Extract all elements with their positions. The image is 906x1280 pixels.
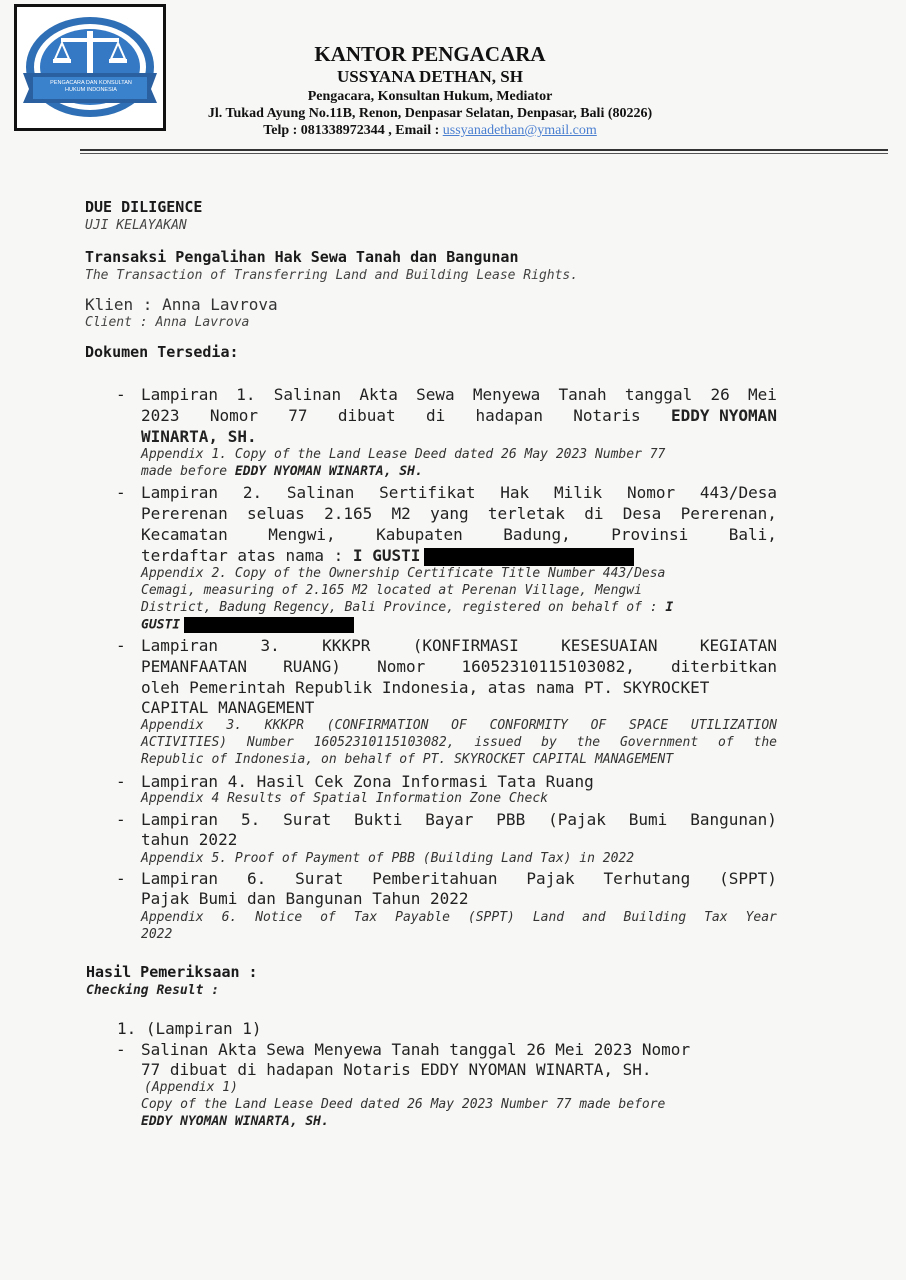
word: 6. xyxy=(221,910,238,925)
word: and xyxy=(582,910,606,925)
item4-line1: Lampiran 4. Hasil Cek Zona Informasi Tata Ruang xyxy=(141,772,594,791)
word: Kabupaten xyxy=(376,525,463,544)
word: Desa xyxy=(622,504,662,523)
word: Terhutang xyxy=(603,869,691,888)
email-link[interactable]: ussyanadethan@ymail.com xyxy=(442,123,597,138)
word: Bali, xyxy=(728,525,777,544)
word: Lampiran xyxy=(141,810,219,829)
word: of xyxy=(320,910,336,925)
word: OF xyxy=(590,718,607,733)
word: Bangunan) xyxy=(690,810,777,829)
word: Nomor xyxy=(209,406,258,425)
result-1-number: 1. (Lampiran 1) xyxy=(117,1019,262,1038)
word: 443/Desa xyxy=(699,483,777,502)
word: (CONFIRMATION xyxy=(326,718,429,733)
item3-en1 xyxy=(141,718,777,733)
word: 3. xyxy=(226,718,243,733)
word: tanggal xyxy=(624,385,693,404)
word: issued xyxy=(474,735,522,750)
results-heading-en: Checking Result : xyxy=(86,983,220,998)
word: Pajak xyxy=(526,869,575,888)
item4-en1: Appendix 4 Results of Spatial Information Zone Check xyxy=(141,791,548,806)
word: OF xyxy=(451,718,467,733)
word: of xyxy=(718,735,734,750)
list-dash: - xyxy=(116,869,126,888)
word: Pemberitahuan xyxy=(372,869,498,888)
word: Salinan xyxy=(286,483,355,502)
lawyer-roles: Pengacara, Konsultan Hukum, Mediator xyxy=(307,89,553,104)
office-address: Jl. Tukad Ayung No.11B, Renon, Denpasar Selatan, Denpasar, Bali (80226) xyxy=(207,106,653,121)
word: Notice xyxy=(255,910,303,925)
word: (SPPT) xyxy=(719,869,777,888)
scales-of-justice-icon xyxy=(17,7,163,128)
header-rule xyxy=(80,149,888,151)
word: di xyxy=(584,504,604,523)
word: Lampiran xyxy=(141,385,219,404)
word: Badung, xyxy=(503,525,571,544)
word: Mengwi, xyxy=(268,525,336,544)
item2-line4: terdaftar atas nama : I GUSTI xyxy=(141,546,634,566)
result-1-en2: EDDY NYOMAN WINARTA, SH. xyxy=(141,1114,329,1129)
word: Menyewa xyxy=(472,385,541,404)
word: Nomor xyxy=(626,483,676,502)
item6-line2: Pajak Bumi dan Bangunan Tahun 2022 xyxy=(141,889,469,908)
word: Pererenan xyxy=(141,504,228,523)
logo-text: PENGACARA DAN KONSULTAN HUKUM INDONESIA xyxy=(50,80,132,93)
redaction-bar xyxy=(184,617,354,633)
word: the xyxy=(576,735,601,750)
word: seluas xyxy=(246,504,305,523)
item2-en3: District, Badung Regency, Bali Province, registered on behalf of : I xyxy=(141,600,674,615)
word: (Pajak xyxy=(548,810,606,829)
results-heading: Hasil Pemeriksaan : xyxy=(86,963,258,981)
word: Building xyxy=(623,910,687,925)
doc-title: DUE DILIGENCE xyxy=(85,198,203,216)
word: Akta xyxy=(359,385,398,404)
word: PBB xyxy=(496,810,526,829)
list-dash: - xyxy=(116,636,126,655)
word: 26 xyxy=(710,385,730,404)
word: Tanah xyxy=(558,385,607,404)
doc-subject-en: The Transaction of Transferring Land and Building Lease Rights. xyxy=(85,268,579,283)
item5-line2: tahun 2022 xyxy=(141,830,238,849)
word: Surat xyxy=(283,810,332,829)
word: (KONFIRMASI xyxy=(412,636,519,655)
word: CONFORMITY xyxy=(489,718,568,733)
word: yang xyxy=(430,504,469,523)
item1-en2: made before EDDY NYOMAN WINARTA, SH. xyxy=(141,464,423,479)
item5-en1: Appendix 5. Proof of Payment of PBB (Building Land Tax) in 2022 xyxy=(141,851,635,866)
word: KESESUAIAN xyxy=(561,636,658,655)
word: Milik xyxy=(553,483,603,502)
word: KEGIATAN xyxy=(699,636,777,655)
item3-en3: Republic of Indonesia, on behalf of PT. SKYROCKET CAPITAL MANAGEMENT xyxy=(141,752,674,767)
item1-notary: EDDY NYOMAN xyxy=(670,406,777,425)
word: Payable xyxy=(395,910,450,925)
word: by xyxy=(541,735,557,750)
word: Appendix xyxy=(141,718,204,733)
list-dash: - xyxy=(116,772,126,791)
doc-title-en: UJI KELAYAKAN xyxy=(85,218,187,233)
item6-en1 xyxy=(141,910,777,925)
item1-en1: Appendix 1. Copy of the Land Lease Deed dated 26 May 2023 Number 77 xyxy=(141,447,666,462)
list-dash: - xyxy=(116,483,126,502)
word: Bukti xyxy=(354,810,403,829)
word: Salinan xyxy=(273,385,342,404)
word: RUANG) xyxy=(283,657,341,676)
office-title: KANTOR PENGACARA xyxy=(314,42,546,66)
list-dash: - xyxy=(116,1040,126,1059)
word: Mei xyxy=(747,385,777,404)
word: Bayar xyxy=(425,810,474,829)
word: Lampiran xyxy=(141,636,219,655)
word: Lampiran xyxy=(141,483,219,502)
item5-line1 xyxy=(141,810,777,829)
word: 2. xyxy=(242,483,263,502)
item3-line2 xyxy=(141,657,777,676)
word: Surat xyxy=(295,869,344,888)
item6-en2: 2022 xyxy=(141,927,173,942)
item1-line1 xyxy=(141,385,777,404)
redaction-bar xyxy=(424,548,634,566)
item1-line3: WINARTA, SH. xyxy=(141,427,257,446)
item3-line3: oleh Pemerintah Republik Indonesia, atas nama PT. SKYROCKET xyxy=(141,678,710,697)
word: PEMANFAATAN xyxy=(141,657,247,676)
word: (SPPT) xyxy=(467,910,515,925)
word: Appendix xyxy=(141,910,204,925)
word: ACTIVITIES) xyxy=(141,735,228,750)
item3-line4: CAPITAL MANAGEMENT xyxy=(141,698,315,717)
lawyer-name: USSYANA DETHAN, SH xyxy=(337,67,523,86)
word: Government xyxy=(619,735,699,750)
word: di xyxy=(425,406,446,425)
word: Year xyxy=(745,910,777,925)
word: Pererenan, xyxy=(680,504,777,523)
item2-line3 xyxy=(141,525,777,544)
word: Lampiran xyxy=(141,869,219,888)
word: Tax xyxy=(353,910,378,925)
word: Number xyxy=(246,735,294,750)
word: diterbitkan xyxy=(671,657,777,676)
item2-en4: GUSTI xyxy=(141,617,354,633)
word: Kecamatan xyxy=(141,525,228,544)
phone-text: Telp : 081338972344 , Email : xyxy=(263,123,443,138)
word: KKKPR xyxy=(264,718,304,733)
word: 3. xyxy=(260,636,280,655)
word: 2023 xyxy=(141,406,180,425)
documents-heading: Dokumen Tersedia: xyxy=(85,343,239,361)
word: 77 xyxy=(288,406,308,425)
item1-line2 xyxy=(141,406,777,425)
word: the xyxy=(753,735,777,750)
word: 5. xyxy=(240,810,261,829)
client-line: Klien : Anna Lavrova xyxy=(85,295,278,314)
result-1-en0: (Appendix 1) xyxy=(144,1080,238,1095)
word: Hak xyxy=(500,483,530,502)
result-1-en1: Copy of the Land Lease Deed dated 26 May 2023 Number 77 made before xyxy=(141,1097,666,1112)
doc-subject: Transaksi Pengalihan Hak Sewa Tanah dan Bangunan xyxy=(85,248,519,266)
word: UTILIZATION xyxy=(690,718,777,733)
word: 16052310115103082, xyxy=(313,735,455,750)
item3-line1 xyxy=(141,636,777,655)
contact-line xyxy=(170,123,690,139)
word: 16052310115103082, xyxy=(461,657,635,676)
item2-line2 xyxy=(141,504,777,523)
word: Notaris xyxy=(573,406,641,425)
item6-line1 xyxy=(141,869,777,888)
word: Provinsi xyxy=(611,525,689,544)
item2-line1 xyxy=(141,483,777,502)
word: Sertifikat xyxy=(379,483,476,502)
word: M2 xyxy=(391,504,411,523)
item2-en1: Appendix 2. Copy of the Ownership Certificate Title Number 443/Desa xyxy=(141,566,666,581)
word: hadapan xyxy=(475,406,543,425)
result-1-line2: 77 dibuat di hadapan Notaris EDDY NYOMAN WINARTA, SH. xyxy=(141,1060,652,1079)
word: KKKPR xyxy=(322,636,371,655)
word: Land xyxy=(532,910,565,925)
header-rule-thin xyxy=(80,153,888,154)
item2-en2: Cemagi, measuring of 2.165 M2 located at Perenan Village, Mengwi xyxy=(141,583,642,598)
word: Tax xyxy=(704,910,728,925)
client-line-en: Client : Anna Lavrova xyxy=(85,315,250,330)
word: Nomor xyxy=(377,657,426,676)
result-1-line1: Salinan Akta Sewa Menyewa Tanah tanggal 26 Mei 2023 Nomor xyxy=(141,1040,691,1059)
list-dash: - xyxy=(116,810,126,829)
word: terletak xyxy=(487,504,565,523)
word: 1. xyxy=(236,385,256,404)
word: 2.165 xyxy=(324,504,373,523)
word: 6. xyxy=(246,869,267,888)
word: SPACE xyxy=(629,718,669,733)
word: dibuat xyxy=(337,406,396,425)
list-dash: - xyxy=(116,385,126,404)
word: Bumi xyxy=(628,810,668,829)
law-office-logo xyxy=(14,4,166,131)
item3-en2 xyxy=(141,735,777,750)
word: Sewa xyxy=(416,385,455,404)
